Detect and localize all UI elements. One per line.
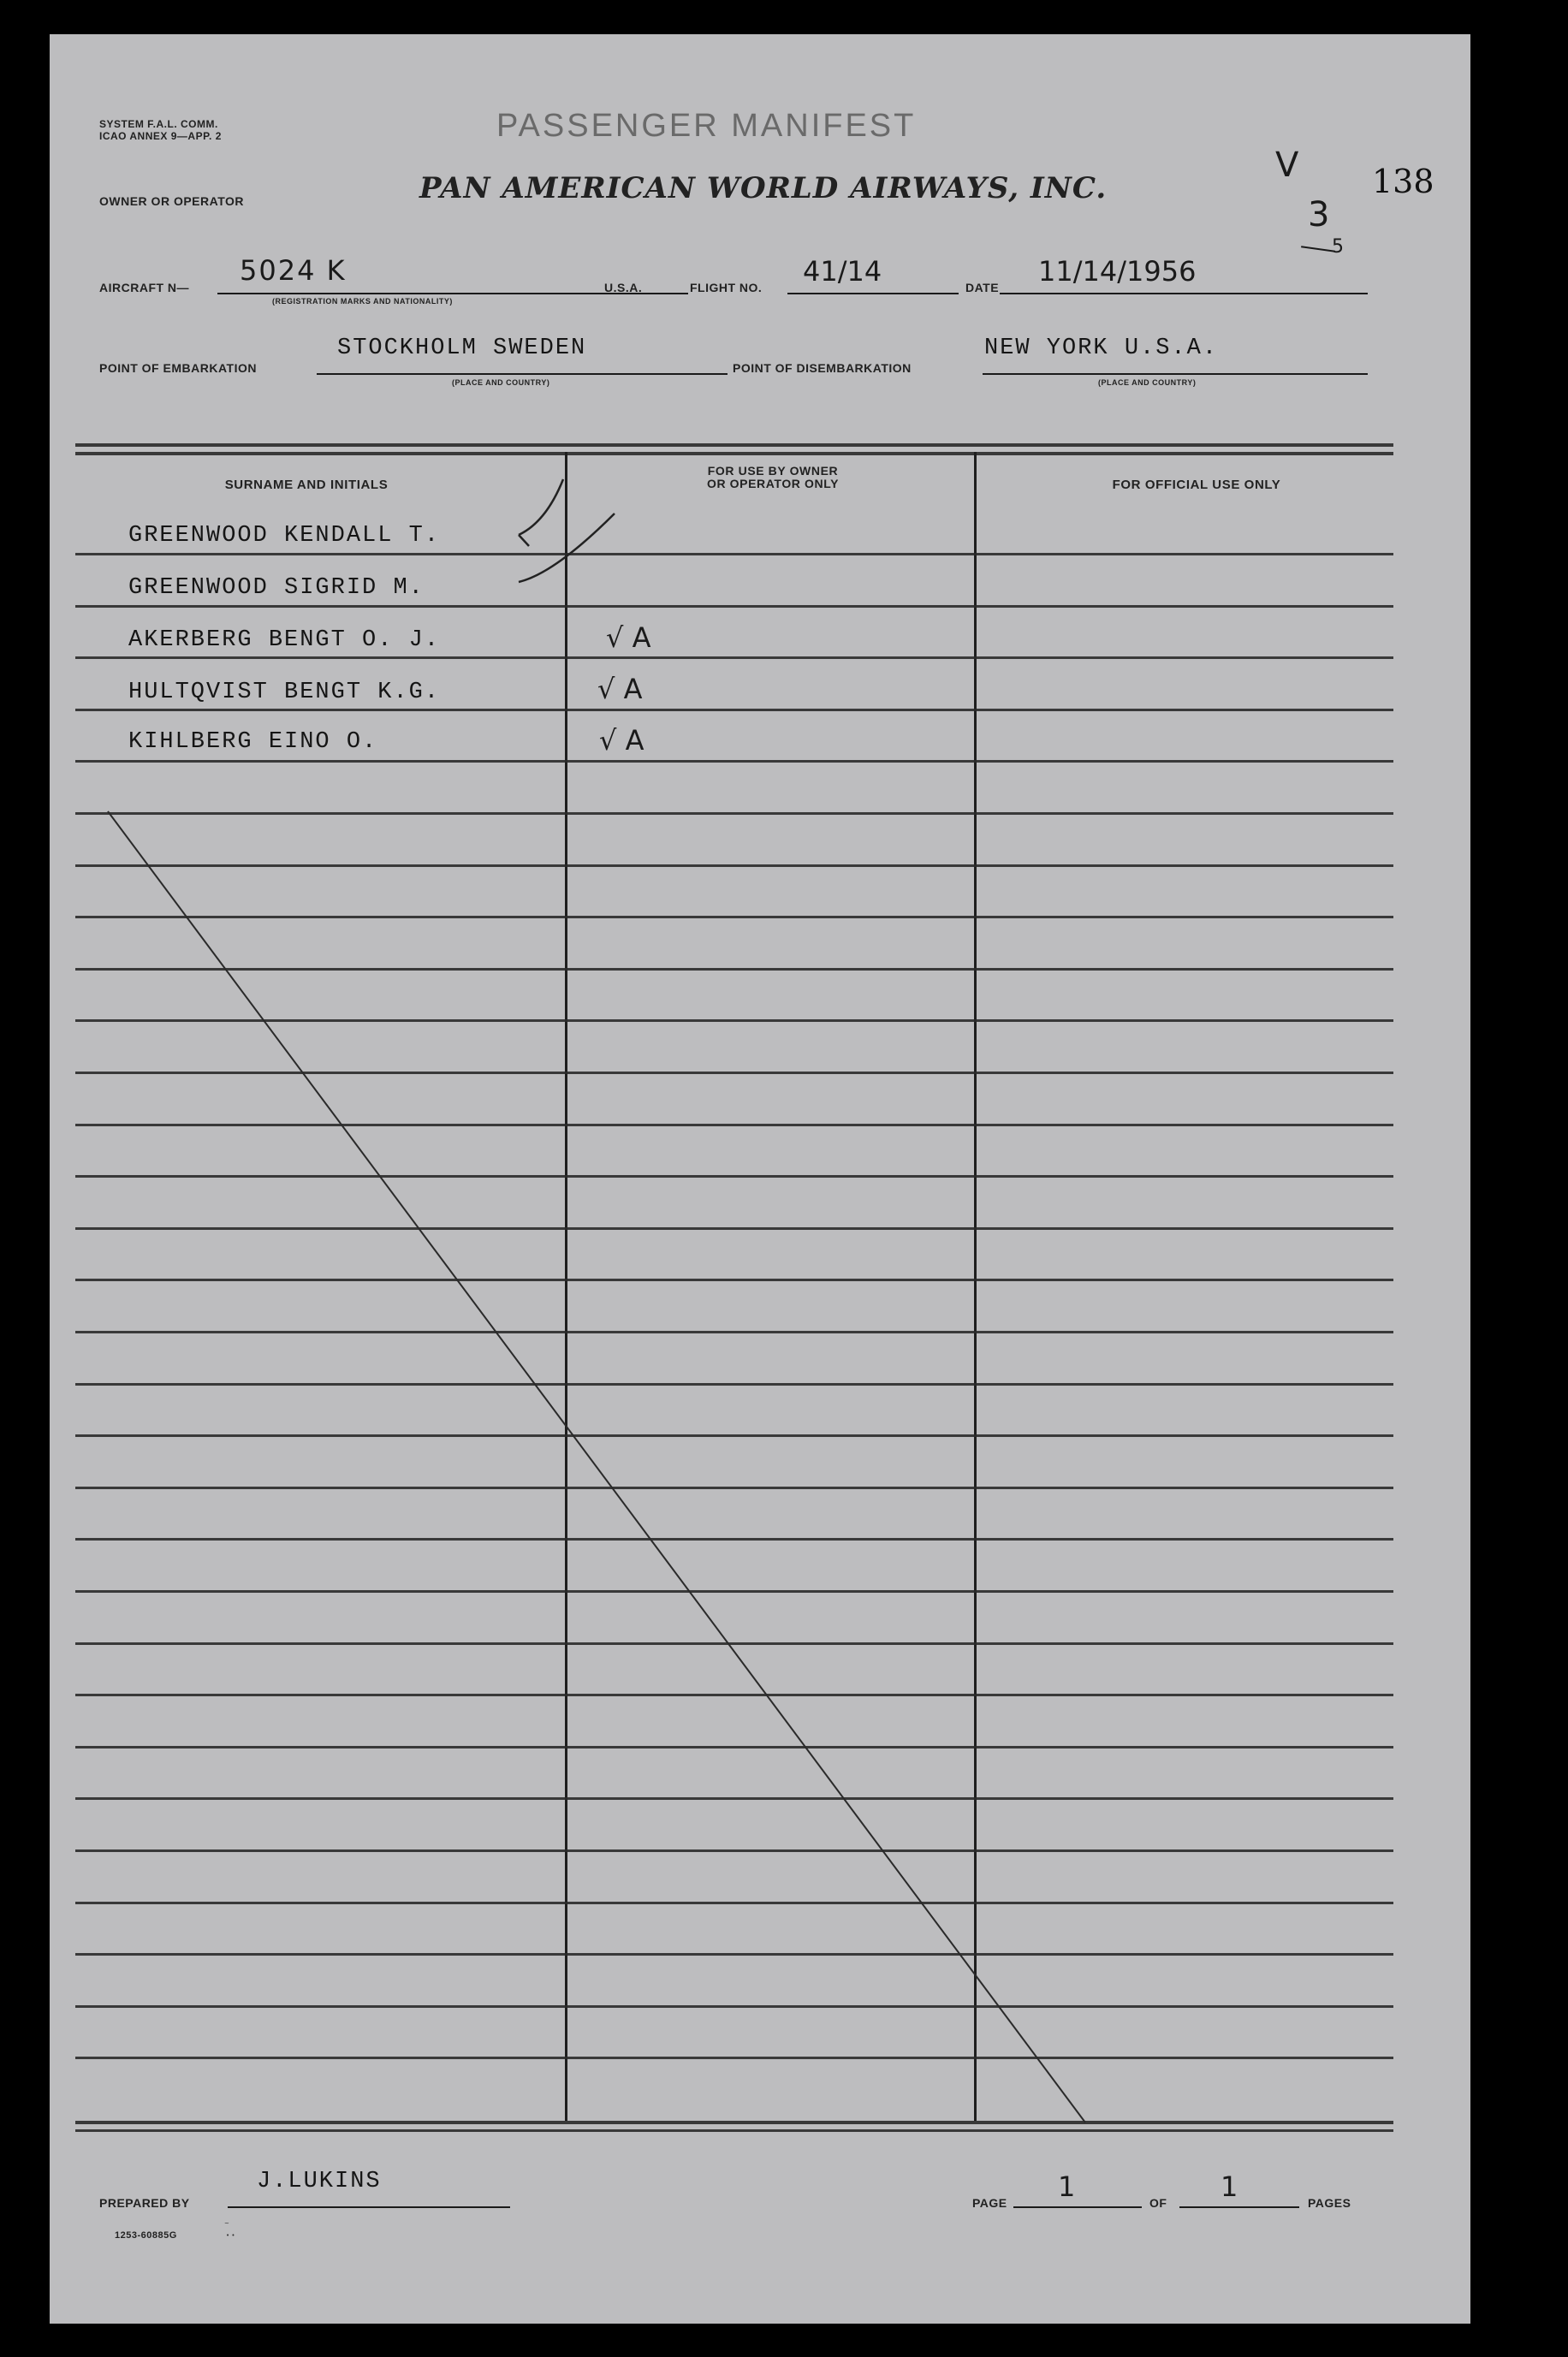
corner-mark-2: 3 bbox=[1308, 195, 1330, 235]
page-number-stamp: 138 bbox=[1372, 163, 1434, 200]
col-header-surname: SURNAME AND INITIALS bbox=[224, 478, 389, 492]
flight-label: FLIGHT NO. bbox=[690, 281, 763, 294]
system-line-2: ICAO ANNEX 9—APP. 2 bbox=[99, 130, 222, 142]
passenger-name-4: HULTQVIST BENGT K.G. bbox=[128, 680, 441, 705]
owner-mark-4: √ A bbox=[597, 673, 643, 705]
cross-out-line bbox=[108, 811, 1085, 2122]
of-value: 1 bbox=[1221, 2170, 1238, 2203]
of-label: OF bbox=[1149, 2196, 1167, 2210]
owner-value: PAN AMERICAN WORLD AIRWAYS, INC. bbox=[419, 171, 1108, 205]
col-header-owner-2: OR OPERATOR ONLY bbox=[706, 477, 840, 490]
passenger-name-1: GREENWOOD KENDALL T. bbox=[128, 523, 441, 549]
page-value: 1 bbox=[1058, 2170, 1076, 2203]
union-label-icon bbox=[221, 2215, 255, 2249]
owner-label: OWNER OR OPERATOR bbox=[99, 194, 244, 208]
passenger-name-3: AKERBERG BENGT O. J. bbox=[128, 627, 441, 653]
check-mark-tick bbox=[519, 535, 529, 546]
of-underline bbox=[1179, 2206, 1299, 2208]
flight-value: 41/14 bbox=[803, 255, 882, 288]
svg-text:~: ~ bbox=[224, 2220, 229, 2227]
prepared-underline bbox=[228, 2206, 510, 2208]
col-header-owner-1: FOR USE BY OWNER bbox=[707, 464, 839, 478]
check-mark-icon bbox=[519, 479, 563, 535]
annotation-overlay bbox=[50, 34, 1470, 2324]
corner-mark-1: V bbox=[1275, 145, 1299, 185]
page-label: PAGE bbox=[972, 2196, 1007, 2210]
form-code: 1253-60885G bbox=[115, 2230, 177, 2241]
manifest-page bbox=[50, 34, 1470, 2324]
pages-label: PAGES bbox=[1308, 2196, 1351, 2210]
form-title: PASSENGER MANIFEST bbox=[496, 108, 917, 144]
system-line-1: SYSTEM F.A.L. COMM. bbox=[99, 118, 218, 130]
page-underline bbox=[1013, 2206, 1142, 2208]
passenger-name-2: GREENWOOD SIGRID M. bbox=[128, 575, 425, 601]
aircraft-sub: (REGISTRATION MARKS AND NATIONALITY) bbox=[272, 297, 453, 306]
disembark-sub: (PLACE AND COUNTRY) bbox=[1098, 378, 1197, 387]
owner-mark-3: √ A bbox=[606, 621, 651, 654]
aircraft-label: AIRCRAFT N— bbox=[99, 281, 190, 294]
disembark-label: POINT OF DISEMBARKATION bbox=[733, 361, 912, 375]
date-value: 11/14/1956 bbox=[1038, 255, 1197, 288]
passenger-name-5: KIHLBERG EINO O. bbox=[128, 729, 378, 755]
aircraft-value: 5024 K bbox=[240, 254, 347, 287]
corner-mark-3: 5 bbox=[1332, 236, 1344, 258]
disembark-value: NEW YORK U.S.A. bbox=[984, 335, 1219, 361]
usa-label: U.S.A. bbox=[604, 281, 643, 294]
owner-mark-5: √ A bbox=[599, 724, 644, 757]
date-label: DATE bbox=[965, 281, 1000, 294]
check-mark-icon-2 bbox=[519, 514, 615, 582]
col-header-official: FOR OFFICIAL USE ONLY bbox=[1112, 478, 1281, 492]
svg-text:• •: • • bbox=[226, 2232, 235, 2239]
prepared-label: PREPARED BY bbox=[99, 2196, 190, 2210]
embark-sub: (PLACE AND COUNTRY) bbox=[452, 378, 550, 387]
embark-value: STOCKHOLM SWEDEN bbox=[337, 335, 587, 361]
embark-label: POINT OF EMBARKATION bbox=[99, 361, 257, 375]
prepared-value: J.LUKINS bbox=[257, 2169, 382, 2194]
